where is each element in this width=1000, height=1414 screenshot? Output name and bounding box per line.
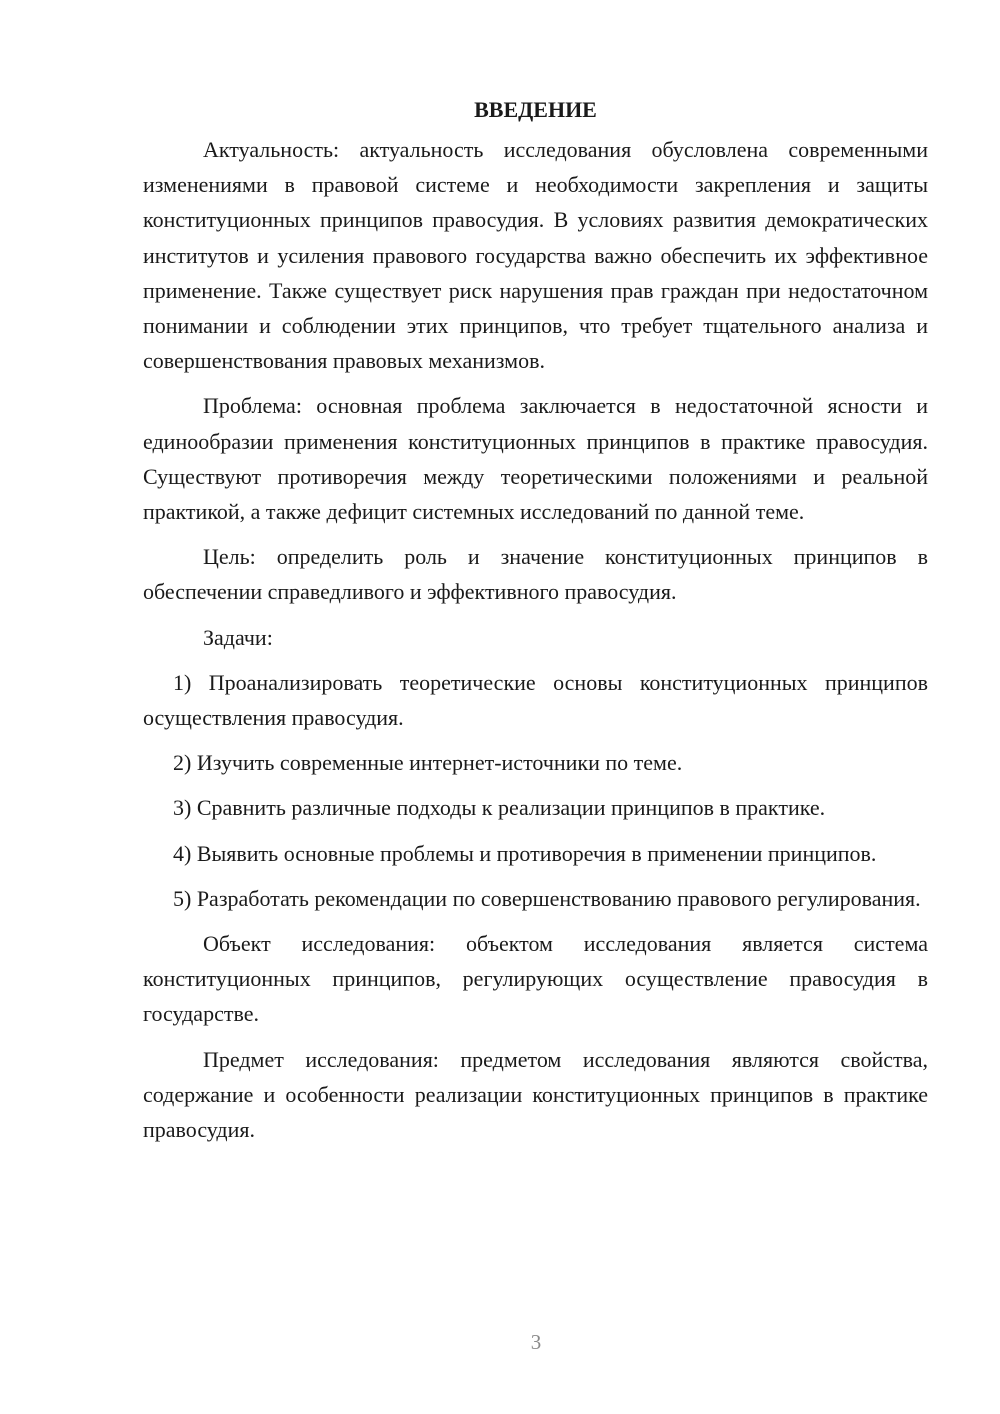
- subject-paragraph: Предмет исследования: предметом исследования являются свойства, содержание и особенности реализации конституционных принципов в практике правосудия.: [143, 1046, 928, 1143]
- tasks-label: Задачи:: [203, 624, 273, 650]
- task-item-3: 3) Сравнить различные подходы к реализации принципов в практике.: [173, 795, 826, 821]
- relevance-paragraph: Актуальность: актуальность исследования обусловлена современными изменениями в правовой системе и необходимости закрепления и защиты конституционных принципов правосудия. В условиях развития демократических институтов и усиления правового государства важно обеспечить их эффективное применение. Также существует риск нарушения прав граждан при недостаточном понимании и соблюдении этих принципов, что требует тщательного анализа и совершенствования правовых механизмов.: [143, 137, 928, 374]
- page-number: 3: [530, 1330, 542, 1354]
- object-paragraph: Объект исследования: объектом исследования является система конституционных принципов, регулирующих осуществление правосудия в государстве.: [143, 931, 928, 1027]
- task-item-5: 5) Разработать рекомендации по совершенствованию правового регулирования.: [173, 885, 921, 911]
- task-item-2: 2) Изучить современные интернет-источники по теме.: [173, 750, 683, 776]
- problem-paragraph: Проблема: основная проблема заключается в недостаточной ясности и единообразии применения конституционных принципов в практике правосудия. Существуют противоречия между теоретическими положениями и реальной практикой, а также дефицит системных исследований по данной теме.: [143, 393, 928, 525]
- section-title: ВВЕДЕНИЕ: [474, 97, 597, 122]
- goal-paragraph: Цель: определить роль и значение конституционных принципов в обеспечении справедливого и эффективного правосудия.: [143, 544, 928, 605]
- task-item-1: 1) Проанализировать теоретические основы конституционных принципов осуществления правосудия.: [143, 669, 928, 731]
- page-content: [143, 92, 928, 1157]
- task-item-4: 4) Выявить основные проблемы и противоречия в применении принципов.: [173, 840, 877, 866]
